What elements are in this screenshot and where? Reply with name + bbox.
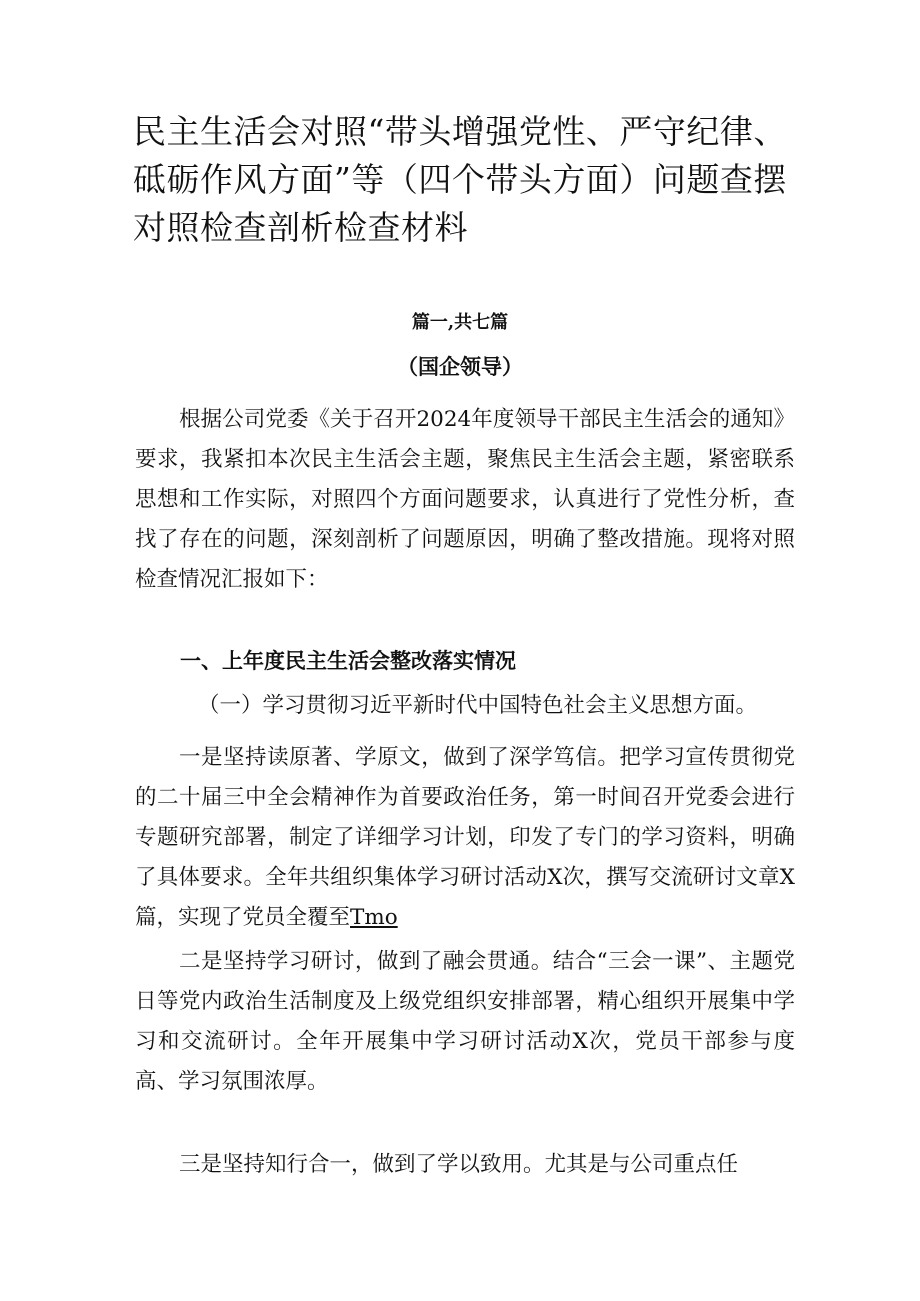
- paragraph-one-tail: Tmo: [350, 905, 398, 930]
- paragraph-two: 二是坚持学习研讨，做到了融会贯通。结合“三会一课”、主题党日等党内政治生活制度及上级党组织安排部署，精心组织开展集中学习和交流研讨。全年开展集中学习研讨活动X次，党员干部参与度高、学习氛围浓厚。: [135, 949, 795, 1094]
- paragraph-one: [135, 738, 795, 938]
- paragraph-three: 三是坚持知行合一，做到了学以致用。尤其是与公司重点任: [179, 1152, 739, 1177]
- document-title: 民主生活会对照“带头增强党性、严守纪律、砥砺作风方面”等（四个带头方面）问题查摆对照检查剖析检查材料: [133, 112, 787, 247]
- document-author-type: （国企领导）: [397, 355, 523, 379]
- section-heading: 一、上年度民主生活会整改落实情况: [180, 649, 516, 673]
- paragraph-one-text: 一是坚持读原著、学原文，做到了深学笃信。把学习宣传贯彻党的二十届三中全会精神作为首要政治任务，第一时间召开党委会进行专题研究部署，制定了详细学习计划，印发了专门的学习资料，明确了具体要求。全年共组织集体学习研讨活动X次，撰写交流研讨文章X篇，实现了党员全覆至: [135, 745, 795, 930]
- subsection-heading: （一）学习贯彻习近平新时代中国特色社会主义思想方面。: [198, 693, 758, 718]
- document-subtitle: 篇一,共七篇: [411, 312, 509, 333]
- intro-paragraph: 根据公司党委《关于召开2024年度领导干部民主生活会的通知》要求，我紧扣本次民主生活会主题，聚焦民主生活会主题，紧密联系思想和工作实际，对照四个方面问题要求，认真进行了党性分析，查找了存在的问题，深刻剖析了问题原因，明确了整改措施。现将对照检查情况汇报如下：: [135, 407, 795, 592]
